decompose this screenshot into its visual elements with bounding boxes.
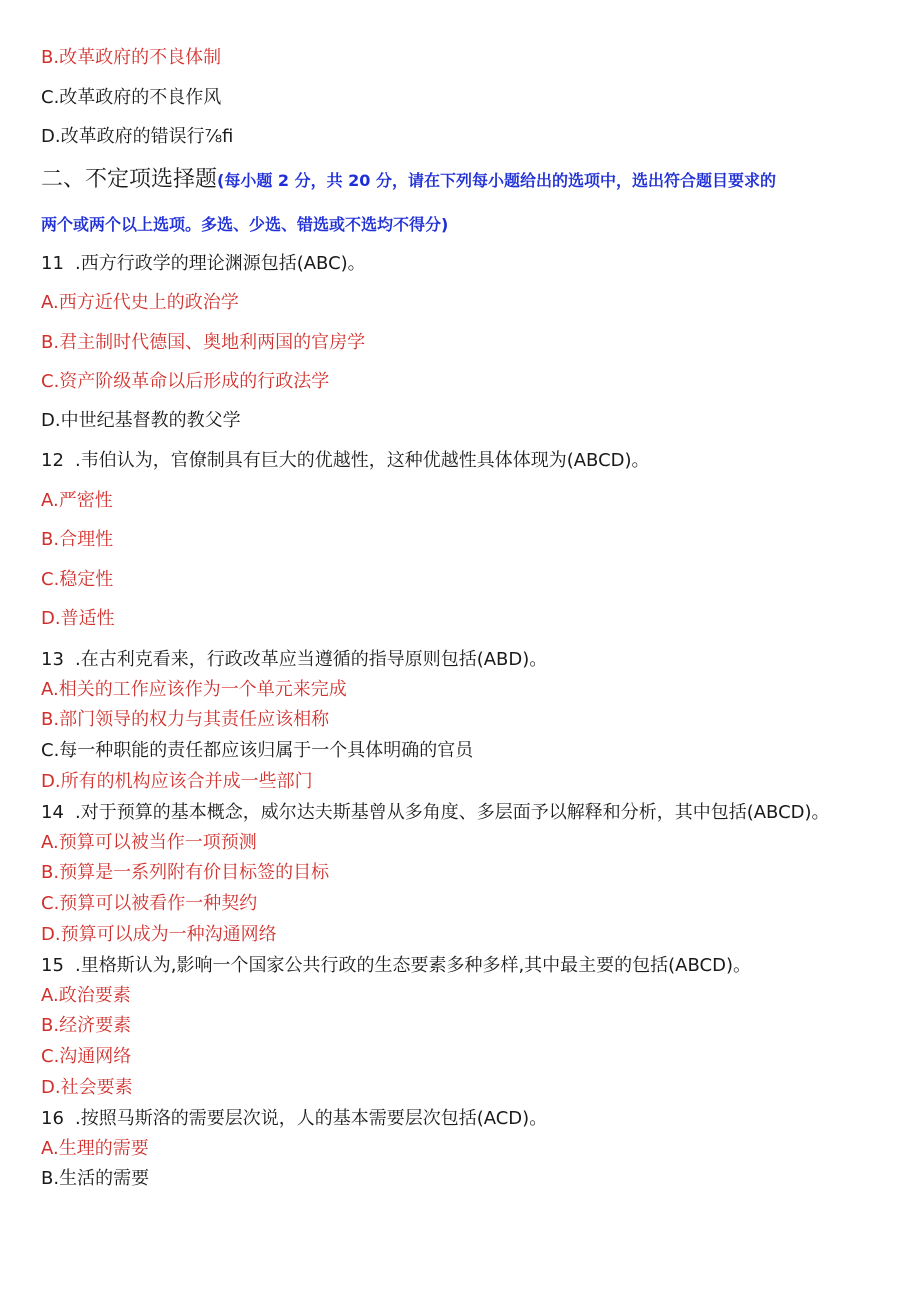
option-item: B.经济要素	[41, 1015, 132, 1036]
option-item: B.合理性	[41, 529, 114, 550]
question-text: .里格斯认为,影响一个国家公共行政的生态要素多种多样,其中最主要的包括(ABCD)。	[75, 955, 751, 976]
question-text: .按照马斯洛的需要层次说，人的基本需要层次包括(ACD)。	[75, 1108, 548, 1129]
section-title: 二、不定项选择题	[41, 167, 218, 192]
question-number: 14	[41, 802, 64, 823]
option-item: C.稳定性	[41, 569, 114, 590]
option-item: B.预算是一系列附有价目标签的目标	[41, 862, 330, 883]
option-item: C.预算可以被看作一种契约	[41, 893, 258, 914]
option-item: D.预算可以成为一种沟通网络	[41, 924, 277, 945]
question-text: .韦伯认为，官僚制具有巨大的优越性，这种优越性具体体现为(ABCD)。	[75, 450, 650, 471]
question-text: .在古利克看来，行政改革应当遵循的指导原则包括(ABD)。	[75, 649, 548, 670]
option-item: A.政治要素	[41, 985, 131, 1006]
question-text: .对于预算的基本概念，威尔达夫斯基曾从多角度、多层面予以解释和分析，其中包括(ABCD)。	[75, 802, 830, 823]
option-item: A.严密性	[41, 490, 113, 511]
question-stem	[41, 801, 830, 825]
option-item: B.君主制时代德国、奥地利两国的官房学	[41, 332, 366, 353]
question-stem	[41, 954, 751, 978]
question-stem	[41, 648, 547, 672]
option-item: B.生活的需要	[41, 1168, 150, 1189]
section-heading	[41, 168, 776, 193]
prev-option-b: B.改革政府的不良体制	[41, 47, 222, 68]
question-stem	[41, 252, 366, 276]
option-item: A.生理的需要	[41, 1138, 149, 1159]
option-item: A.相关的工作应该作为一个单元来完成	[41, 679, 347, 700]
question-number: 15	[41, 955, 64, 976]
question-number: 12	[41, 450, 64, 471]
option-item: D.所有的机构应该合并成一些部门	[41, 771, 313, 792]
option-item: C.资产阶级革命以后形成的行政法学	[41, 371, 330, 392]
option-item: D.中世纪基督教的教父学	[41, 410, 241, 431]
option-item: B.部门领导的权力与其责任应该相称	[41, 709, 330, 730]
section-note-continued: 两个或两个以上选项。多选、少选、错选或不选均不得分)	[41, 215, 449, 234]
option-item: C.每一种职能的责任都应该归属于一个具体明确的官员	[41, 740, 474, 761]
option-item: D.社会要素	[41, 1077, 133, 1098]
prev-option-c: C.改革政府的不良作风	[41, 87, 222, 108]
question-number: 13	[41, 649, 64, 670]
question-stem	[41, 1107, 547, 1131]
option-item: C.沟通网络	[41, 1046, 132, 1067]
question-text: .西方行政学的理论渊源包括(ABC)。	[75, 253, 366, 274]
option-item: D.普适性	[41, 608, 115, 629]
prev-option-d: D.改革政府的错误行⅞fi	[41, 126, 234, 147]
question-number: 11	[41, 253, 64, 274]
section-note: (每小题 2 分，共 20 分，请在下列每小题给出的选项中，选出符合题目要求的	[217, 171, 777, 190]
option-item: A.预算可以被当作一项预测	[41, 832, 257, 853]
question-stem	[41, 449, 650, 473]
question-number: 16	[41, 1108, 64, 1129]
option-item: A.西方近代史上的政治学	[41, 292, 239, 313]
